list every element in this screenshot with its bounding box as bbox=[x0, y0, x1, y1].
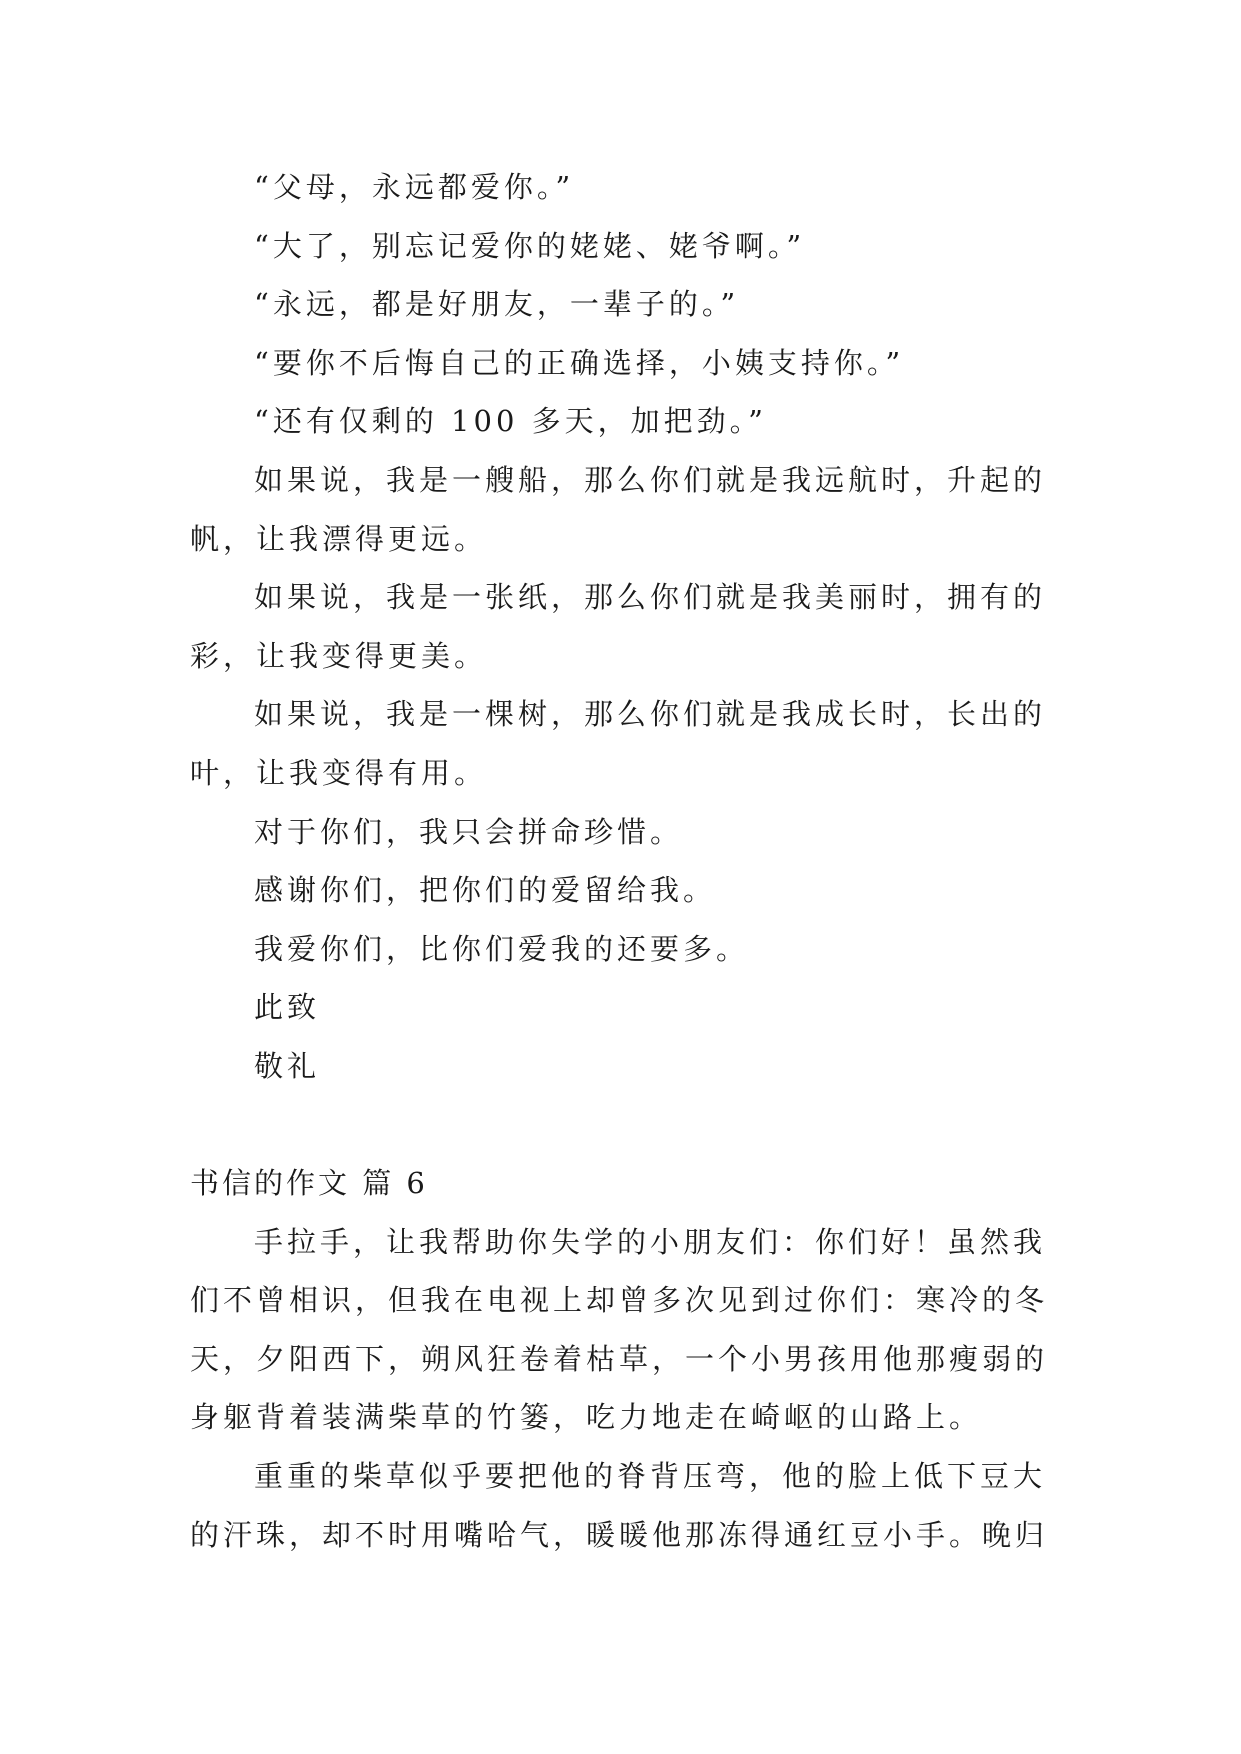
section-heading: 书信的作文 篇 6 bbox=[190, 1166, 428, 1201]
text-line: 如果说，我是一张纸，那么你们就是我美丽时，拥有的 bbox=[254, 580, 1047, 615]
text-line: 帆，让我漂得更远。 bbox=[190, 521, 488, 556]
text-line: 感谢你们，把你们的爱留给我。 bbox=[254, 873, 717, 908]
text-line: “父母，永远都爱你。” bbox=[254, 170, 575, 204]
text-line: “永远，都是好朋友，一辈子的。” bbox=[254, 287, 740, 322]
text-line: 重重的柴草似乎要把他的脊背压弯，他的脸上低下豆大 bbox=[254, 1459, 1047, 1494]
text-line: “还有仅剩的 100 多天，加把劲。” bbox=[254, 404, 767, 439]
text-line: 如果说，我是一艘船，那么你们就是我远航时，升起的 bbox=[254, 462, 1047, 497]
text-line: 彩，让我变得更美。 bbox=[190, 638, 488, 673]
text-line: 对于你们，我只会拼命珍惜。 bbox=[254, 814, 684, 849]
closing-line: 此致 bbox=[254, 990, 321, 1025]
text-line: 身躯背着装满柴草的竹篓，吃力地走在崎岖的山路上。 bbox=[190, 1400, 983, 1435]
text-line: 我爱你们，比你们爱我的还要多。 bbox=[254, 931, 750, 966]
blank-line bbox=[190, 1096, 1050, 1155]
text-line: 天，夕阳西下，朔风狂卷着枯草，一个小男孩用他那瘦弱的 bbox=[190, 1341, 1049, 1376]
text-line: 叶，让我变得有用。 bbox=[190, 755, 488, 790]
text-line: 们不曾相识，但我在电视上却曾多次见到过你们：寒冷的冬 bbox=[190, 1283, 1049, 1318]
text-line: “要你不后悔自己的正确选择，小姨支持你。” bbox=[254, 345, 905, 380]
text-line: 的汗珠，却不时用嘴哈气，暖暖他那冻得通红豆小手。晚归 bbox=[190, 1517, 1049, 1552]
text-line: “大了，别忘记爱你的姥姥、姥爷啊。” bbox=[254, 228, 806, 263]
text-line: 手拉手，让我帮助你失学的小朋友们：你们好！虽然我 bbox=[254, 1224, 1047, 1259]
closing-line: 敬礼 bbox=[254, 1048, 321, 1083]
document-page bbox=[190, 158, 1050, 1564]
text-line: 如果说，我是一棵树，那么你们就是我成长时，长出的 bbox=[254, 697, 1047, 732]
